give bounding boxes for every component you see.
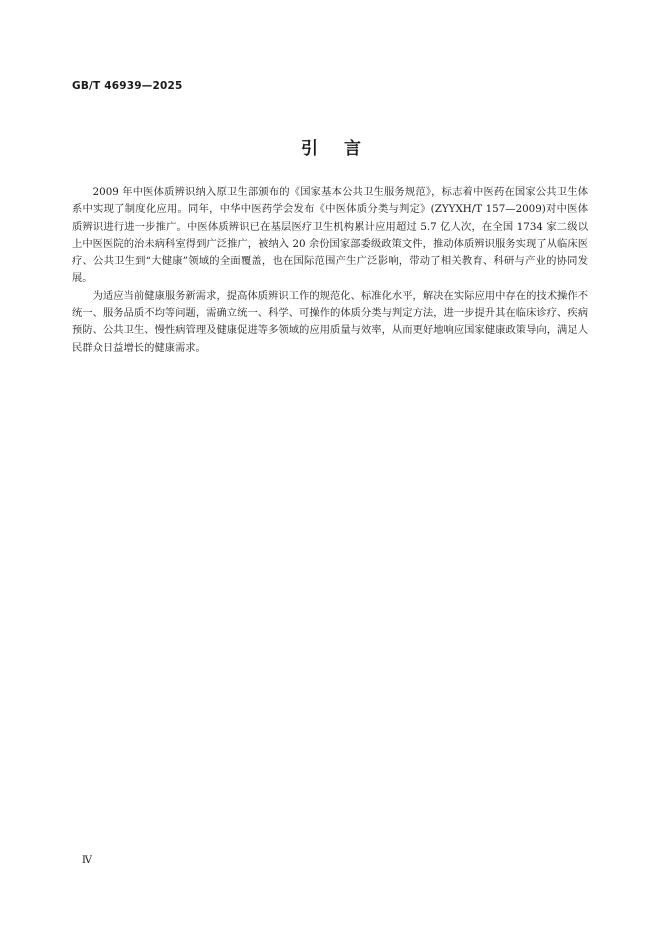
paragraph: 2009 年中医体质辨识纳入原卫生部颁布的《国家基本公共卫生服务规范》，标志着中医药在国家公共卫生体系中实现了制度化应用。同年，中华中医药学会发布《中医体质分类与判定》(ZYYXH/T 157—2009)对中医体质辨识进行进一步推广。中医体质辨识已在基层医疗卫生机构累计应用超过 5.7 亿人次，在全国 1734 家二级以上中医医院的治未病科室得到广泛推广，被纳入 20 余份国家部委级政策文件，推动体质辨识服务实现了从临床医疗、公共卫生到“大健康”领域的全面覆盖，也在国际范围产生广泛影响，带动了相关教育、科研与产业的协同发展。 xyxy=(72,186,588,285)
standard-number: GB/T 46939—2025 xyxy=(72,80,183,92)
section-title: 引言 xyxy=(301,139,387,159)
page-number: Ⅳ xyxy=(82,855,92,866)
paragraph: 为适应当前健康服务新需求，提高体质辨识工作的规范化、标准化水平，解决在实际应用中存在的技术操作不统一、服务品质不均等问题，需确立统一、科学、可操作的体质分类与判定方法，进一步提升其在临床诊疗、疾病预防、公共卫生、慢性病管理及健康促进等多领域的应用质量与效率，从而更好地响应国家健康政策导向，满足人民群众日益增长的健康需求。 xyxy=(72,289,588,354)
body-text xyxy=(72,184,588,357)
